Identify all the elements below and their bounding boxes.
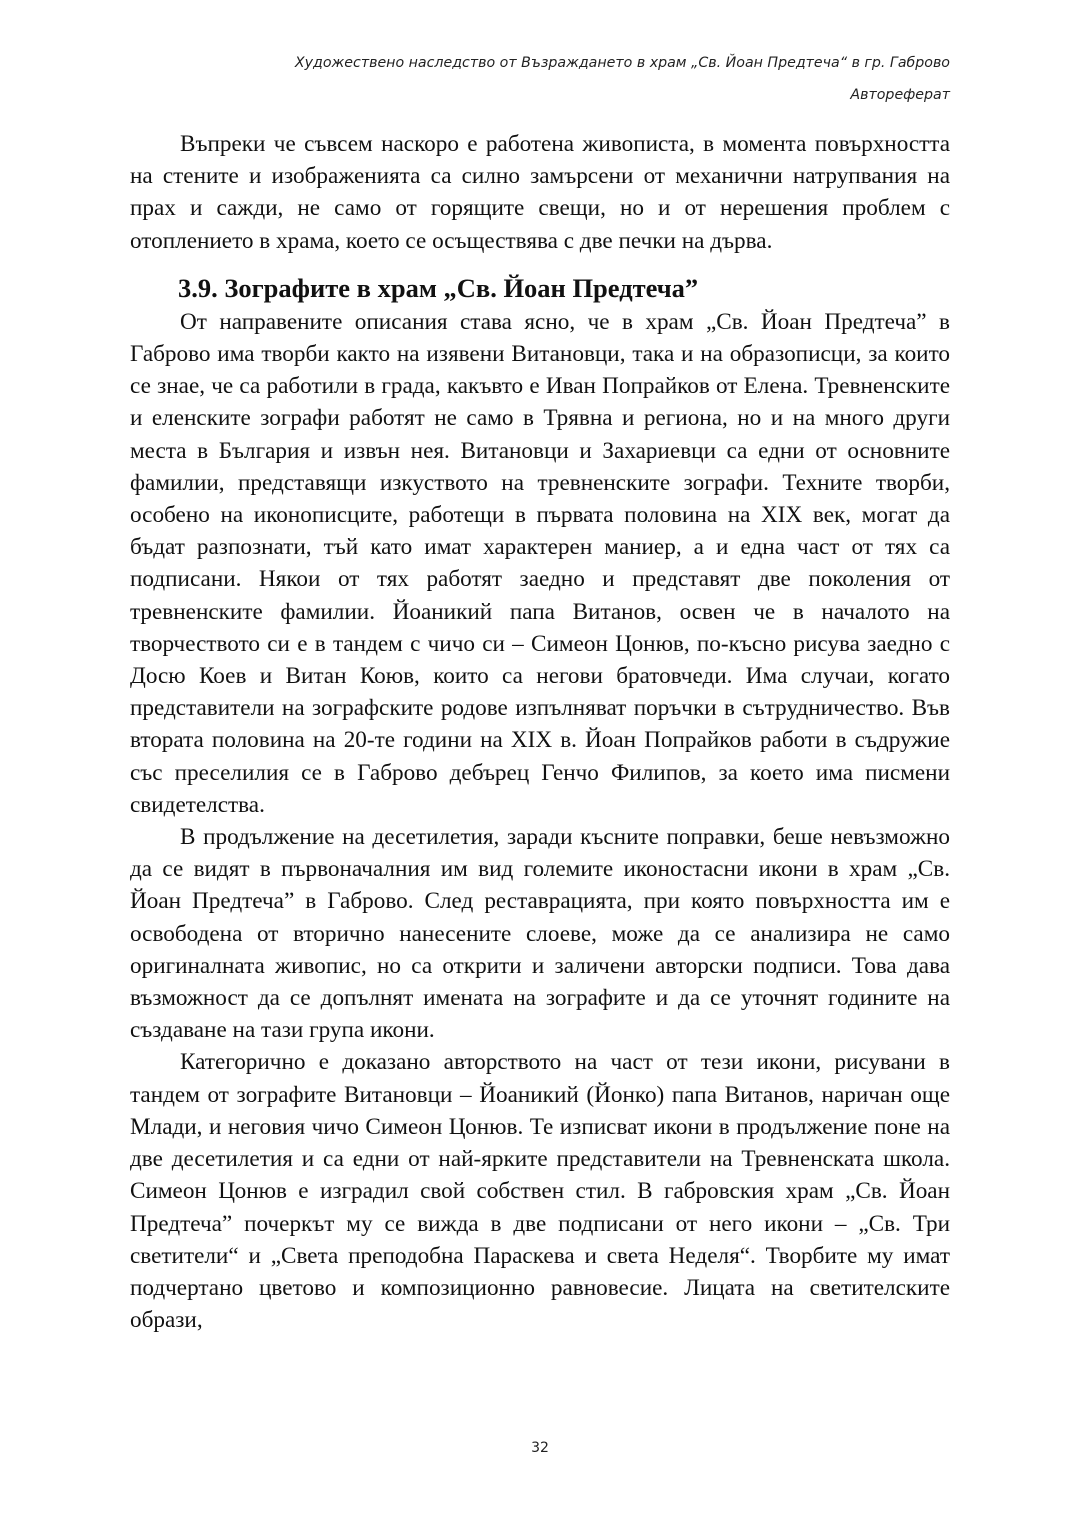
page-number: 32	[531, 1440, 549, 1456]
section-heading: 3.9. Зографите в храм „Св. Йоан Предтеча”	[178, 272, 699, 303]
main-text	[130, 128, 950, 1336]
paragraph-3: В продължение на десетилетия, заради късните поправки, беше невъзможно да се видят в първоначалния им вид големите иконостасни икони в храм „Св. Йоан Предтеча” в Габрово. След реставрацията, при която повърхността им е освободена от вторично нанесените слоеве, може да се анализира не само оригиналната живопис, но са открити и заличени авторски подписи. Това дава възможност да се допълнят имената на зографите и да се уточнят годините на създаване на тази група икони.	[130, 824, 950, 1044]
paragraph-2: От направените описания става ясно, че в храм „Св. Йоан Предтеча” в Габрово има творби както на изявени Витановци, така и на образописци, за които се знае, че са работили в града, какъвто е Иван Попрайков от Елена. Тревненските и еленските зографи работят не само в Трявна и региона, но и на много други места в България и извън нея. Витановци и Захариевци са едни от основните фамилии, представящи изкуството на тревненските зографи. Техните творби, особено на иконописците, работещи в първата половина на XIX век, могат да бъдат разпознати, тъй като имат характерен маниер, а и една част от тях са подписани. Някои от тях работят заедно и представят две поколения от тревненските фамилии. Йоаникий папа Витанов, освен че в началото на творчеството си е в тандем с чичо си – Симеон Цонюв, по-късно рисува заедно с Досю Коев и Витан Коюв, които са негови братовчеди. Има случаи, когато представители на зографските родове изпълняват поръчки в сътрудничество. Във втората половина на 20-те години на XIX в. Йоан Попрайков работи в съдружие със преселилия се в Габрово дебърец Генчо Филипов, за което има писмени свидетелства.	[130, 308, 950, 818]
header-title: Художествено наследство от Възраждането в храм „Св. Йоан Предтеча“ в гр. Габрово	[294, 55, 950, 71]
paragraph-4: Категорично е доказано авторството на част от тези икони, рисувани в тандем от зографите Витановци – Йоаникий (Йонко) папа Витанов, наричан още Млади, и неговия чичо Симеон Цонюв. Те изписват икони в продължение поне на две десетилетия и са едни от най-ярките представители на Тревненската школа. Симеон Цонюв е изградил свой собствен стил. В габровския храм „Св. Йоан Предтеча” почеркът му се вижда в две подписани от него икони – „Св. Три светители“ и „Света преподобна Параскева и света Неделя“. Творбите му имат подчертано цветово и композиционно равновесие. Лицата на светителските образи,	[130, 1049, 950, 1334]
header-subtitle: Автореферат	[850, 87, 950, 103]
paragraph-1: Въпреки че съвсем наскоро е работена живописта, в момента повърхността на стените и изображенията са силно замърсени от механични натрупвания на прах и сажди, не само от горящите свещи, но и от нерешения проблем с отоплението в храма, което се осъществява с две печки на дърва.	[130, 131, 950, 254]
running-header	[130, 50, 950, 114]
